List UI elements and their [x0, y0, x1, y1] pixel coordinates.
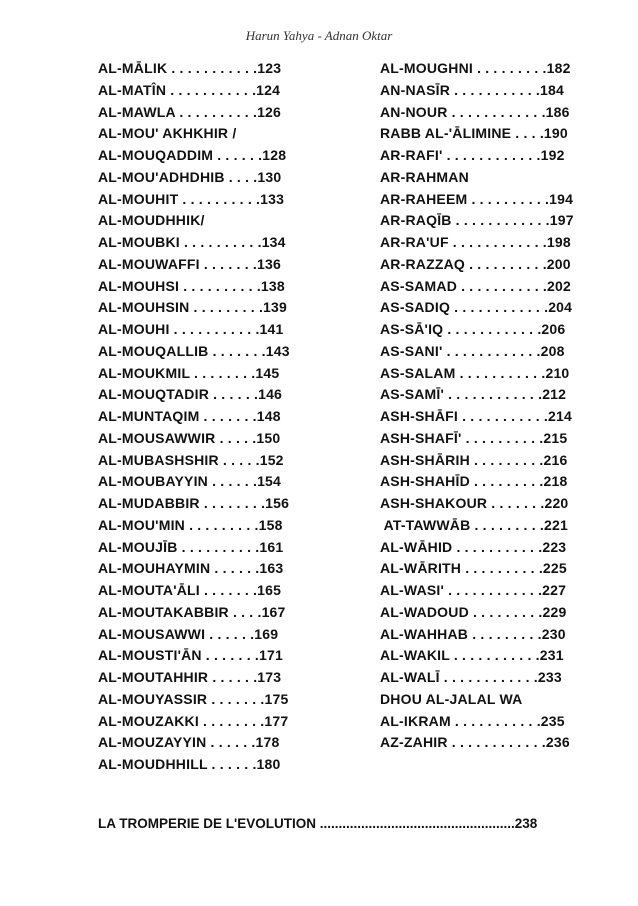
toc-entry: AS-SALAM . . . . . . . . . . .210	[380, 364, 570, 381]
toc-entry: AL-MOUHAYMIN . . . . . .163	[98, 560, 284, 577]
toc-entry: AL-MUBASHSHIR . . . . .152	[98, 451, 284, 468]
toc-entry: AR-RAFI' . . . . . . . . . . . .192	[380, 147, 565, 163]
toc-entry: AL-WALĪ . . . . . . . . . . . .233	[380, 669, 562, 685]
toc-entry: AS-SAMAD . . . . . . . . . . .202	[380, 277, 571, 294]
toc-entry: AL-MOUQTADIR . . . . . .146	[98, 386, 283, 403]
toc-entry: DHOU AL-JALAL WA	[380, 690, 523, 707]
toc-entry: AL-MOUKMIL . . . . . . . .145	[98, 364, 280, 381]
toc-entry: ASH-SHAFĪ' . . . . . . . . . .215	[380, 429, 568, 446]
toc-footer-entry: LA TROMPERIE DE L'EVOLUTION ....................................................238	[98, 816, 538, 831]
toc-entry: AL-MOUBKI . . . . . . . . . .134	[98, 234, 286, 250]
toc-entry: AL-MOUJĪB . . . . . . . . . .161	[98, 538, 284, 555]
toc-entry: AL-MOUHIT . . . . . . . . . .133	[98, 190, 285, 207]
toc-entry: AT-TAWWĀB . . . . . . . . .221	[380, 516, 568, 533]
toc-right-column	[380, 58, 580, 754]
toc-entry: AL-WAHHAB . . . . . . . . .230	[380, 625, 566, 642]
toc-entry: AL-MOU' AKHKHIR /	[98, 125, 237, 142]
toc-entry: RABB AL-'ĀLIMINE . . . .190	[380, 125, 568, 142]
toc-entry: AL-MOUWAFFI . . . . . . .136	[98, 255, 281, 272]
toc-entry: AL-MOUHI . . . . . . . . . . .141	[98, 321, 284, 337]
toc-entry: AR-RAZZAQ . . . . . . . . . .200	[380, 255, 571, 272]
toc-entry: AS-SADIQ . . . . . . . . . . . .204	[380, 299, 573, 316]
toc-entry: AL-MOUHSIN . . . . . . . . .139	[98, 299, 288, 316]
toc-entry: AL-MOUSAWWIR . . . . .150	[98, 429, 281, 446]
toc-entry: AL-MOU'ADHDHIB . . . .130	[98, 168, 282, 185]
toc-entry: ASH-SHĀRIH . . . . . . . . .216	[380, 451, 568, 468]
toc-entry: AL-MATÎN . . . . . . . . . . .124	[98, 81, 281, 98]
toc-entry: AL-MAWLA . . . . . . . . . .126	[98, 103, 282, 120]
toc-entry: ASH-SHĀFI . . . . . . . . . . .214	[380, 408, 572, 424]
toc-entry: AL-MOUZAYYIN . . . . . .178	[98, 734, 280, 751]
toc-left-column	[98, 58, 303, 776]
toc-entry: AL-WADOUD . . . . . . . . .229	[380, 603, 567, 620]
toc-entry: AL-MOUZAKKI . . . . . . . .177	[98, 712, 289, 729]
toc-entry: AL-WĀRITH . . . . . . . . . .225	[380, 560, 567, 577]
toc-entry: AL-MUDABBIR . . . . . . . .156	[98, 495, 290, 511]
toc-entry: AZ-ZAHIR . . . . . . . . . . . .236	[380, 734, 570, 751]
toc-entry: ASH-SHAKOUR . . . . . . .220	[380, 495, 569, 511]
toc-entry: AL-MĀLIK . . . . . . . . . . .123	[98, 60, 282, 76]
toc-entry: AL-MOUYASSIR . . . . . . .175	[98, 690, 289, 707]
toc-entry: AN-NASĪR . . . . . . . . . . .184	[380, 81, 564, 98]
toc-entry: AL-WASI' . . . . . . . . . . . .227	[380, 582, 567, 598]
toc-entry: AS-SĀ'IQ . . . . . . . . . . . .206	[380, 321, 566, 337]
toc-entry: AR-RAHMAN	[380, 168, 469, 185]
toc-entry: AL-WĀHID . . . . . . . . . . .223	[380, 538, 567, 555]
toc-entry: AL-MOUTAHHIR . . . . . .173	[98, 669, 282, 685]
toc-entry: AL-MOUHSI . . . . . . . . . .138	[98, 277, 285, 294]
toc-entry: AL-MOUTAKABBIR . . . .167	[98, 603, 286, 620]
toc-entry: AR-RAQĪB . . . . . . . . . . . .197	[380, 212, 574, 229]
toc-entry: AN-NOUR . . . . . . . . . . . .186	[380, 103, 570, 120]
toc-entry: ASH-SHAHĪD . . . . . . . . .218	[380, 473, 568, 490]
toc-entry: AL-IKRAM . . . . . . . . . . .235	[380, 712, 565, 729]
toc-entry: AL-MOU'MIN . . . . . . . . .158	[98, 516, 283, 533]
toc-entry: AS-SANI' . . . . . . . . . . . .208	[380, 342, 565, 359]
toc-entry: AL-MOUQADDIM . . . . . .128	[98, 147, 287, 163]
toc-entry: AL-WAKIL . . . . . . . . . . .231	[380, 647, 564, 664]
toc-entry: AL-MOUGHNI . . . . . . . . .182	[380, 60, 571, 76]
toc-entry: AL-MOUDHHILL . . . . . .180	[98, 756, 281, 772]
toc-entry: AR-RA'UF . . . . . . . . . . . .198	[380, 234, 571, 250]
toc-entry: AL-MOUQALLIB . . . . . . .143	[98, 342, 290, 359]
toc-entry: AL-MOUSTI'ĀN . . . . . . .171	[98, 647, 283, 664]
toc-entry: AL-MOUSAWWI . . . . . .169	[98, 625, 279, 642]
running-head: Harun Yahya - Adnan Oktar	[245, 28, 393, 43]
toc-entry: AR-RAHEEM . . . . . . . . . .194	[380, 190, 574, 207]
toc-entry: AL-MUNTAQIM . . . . . . .148	[98, 408, 281, 424]
toc-entry: AS-SAMĪ' . . . . . . . . . . . .212	[380, 386, 567, 403]
toc-entry: AL-MOUBAYYIN . . . . . .154	[98, 473, 282, 490]
toc-entry: AL-MOUDHHIK/	[98, 212, 205, 229]
toc-entry: AL-MOUTA'ĀLI . . . . . . .165	[98, 582, 282, 598]
